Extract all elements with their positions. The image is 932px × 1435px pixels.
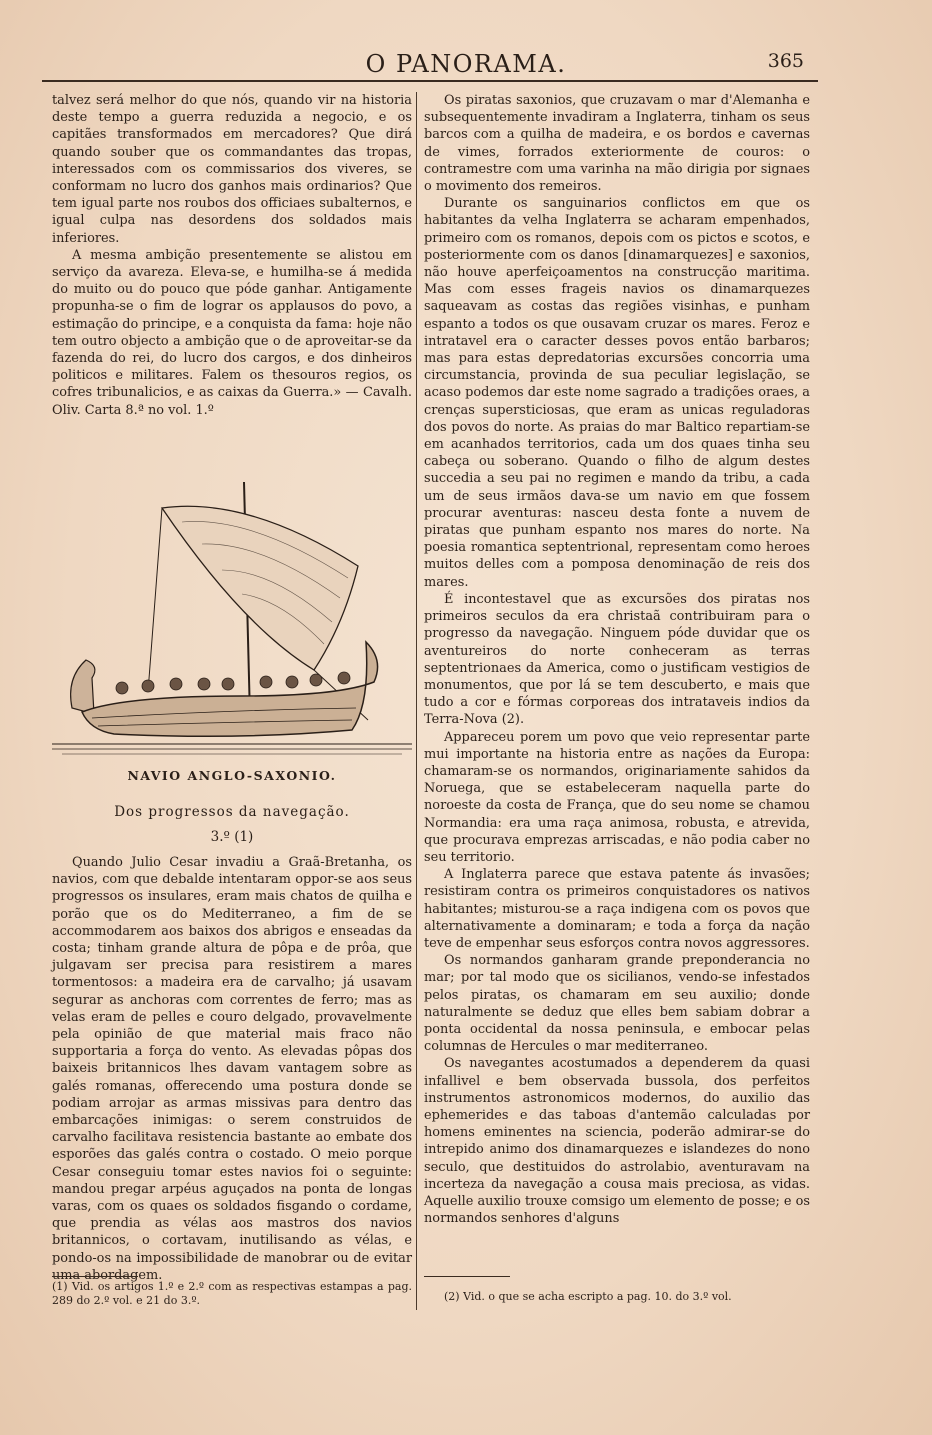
left-column xyxy=(52,92,412,1422)
section-subtitle: 3.º (1) xyxy=(210,829,254,845)
page-number: 365 xyxy=(767,50,804,72)
figure-caption: NAVIO ANGLO-SAXONIO. xyxy=(127,768,337,783)
left-footnote: (1) Vid. os artigos 1.º e 2.º com as respectivas estampas a pag. 289 do 2.º vol. e 21 do 3.º. xyxy=(52,1280,412,1307)
paragraph: Os piratas saxonios, que cruzavam o mar d'Alemanha e subsequentemente invadiram a Inglaterra, tinham os seus barcos com a quilha de madeira, e os bordos e cavernas de vimes, forrados exteriormente de couros: o contramestre com uma varinha na mão dirigia por signaes o movimento dos remeiros. xyxy=(424,93,810,195)
paragraph: É incontestavel que as excursões dos piratas nos primeiros seculos da era christaã contribuiram para o progresso da navegação. Ninguem póde duvidar que os aventureiros do norte conheceram as terras septentrionaes da America, como o justificam vestigios de monumentos, que por lá se tem descuberto, e mais que tudo a cor e fórmas corporeas dos intrataveis indios da Terra-Nova (2). xyxy=(424,591,810,728)
paragraph: Os navegantes acostumados a dependerem da quasi infallivel e bem observada bussola, dos perfeitos instrumentos astronomicos modernos, do auxilio das ephemerides e das taboas d'antemão calculadas por homens eminentes na sciencia, poderão admirar-se do intrepido animo dos dinamarquezes e islandezes do nono seculo, que destituidos do astrolabio, aventuravam na incerteza da navegação a cousa mais preciosa, as vidas. Aquelle auxilio trouxe comsigo um elemento de posse; e os normandos senhores d'alguns xyxy=(424,1056,810,1227)
right-footnote: (2) Vid. o que se acha escripto a pag. 10. do 3.º vol. xyxy=(444,1290,732,1303)
paragraph-julio-cesar: Quando Julio Cesar invadiu a Graã-Bretanha, os navios, com que debalde intentaram oppor-se aos seus progressos os insulares, eram mais chatos de quilha e porão que os do Mediterraneo, a fim de se accommodarem aos baixos dos abrigos e enseadas da costa; tinham grande altura de pôpa e de prôa, que julgavam ser precisa para resistirem a mares tormentosos: a madeira era de carvalho; já usavam segurar as anchoras com correntes de ferro; mas as velas eram de pelles e couro delgado, provavelmente pela opinião de que material mais fraco não supportaria a força do vento. As elevadas pôpas dos baixeis britannicos lhes davam vantagem sobre as galés romanas, offerecendo uma postura donde se podiam arrojar as armas missivas para dentro das embarcações inimigas: o serem construidos de carvalho facilitava resistencia bastante ao embate dos esporões das galés contra o costado. O meio porque Cesar conseguiu tomar estes navios foi o seguinte: mandou pregar arpéus aguçados na ponta de longas varas, com os quaes os soldados fisgando o cordame, que prendia as vélas aos mastros dos navios britannicos, o cortavam, inutilisando as vélas, e pondo-os na impossibilidade de manobrar ou de evitar uma abordagem. xyxy=(52,855,412,1283)
right-footnote-rule xyxy=(424,1276,510,1277)
column-divider xyxy=(416,92,417,1310)
paragraph: Durante os sanguinarios conflictos em que os habitantes da velha Inglaterra se acharam empenhados, primeiro com os romanos, depois com os pictos e scotos, e posteriormente com os danos [dinamarquezes] e saxonios, não houve aperfeiçoamentos na construcção maritima. Mas com esses frageis navios os dinamarquezes saqueavam as costas das regiões visinhas, e punham espanto a todos os que ousavam cruzar os mares. Feroz e intratavel era o caracter desses povos então barbaros; mas para estas depredatorias excursões concorria uma circumstancia, provinda de sua peculiar legislação, se acaso podemos dar este nome sagrado a tradições oraes, a crenças supersticiosas, que eram as unicas reguladoras dos povos do norte. As praias do mar Baltico repartiam-se em acanhados territorios, cada um dos quaes tinha seu cabeça ou soberano. Quando o filho de algum destes succedia a seu pai no regimen e mando da tribu, a cada um de seus irmãos dava-se um navio em que fossem procurar aventuras: nasceu desta fonte a nuvem de piratas que punham espanto nos mares do norte. Na poesia romantica septentrional, representam como heroes muitos delles com a pomposa denominação de reis dos mares. xyxy=(424,196,810,590)
paragraph-continuation: talvez será melhor do que nós, quando vir na historia deste tempo a guerra reduzida a negocio, e os capitães transformados em mercadores? Que dirá quando souber que os commandantes das tropas, interessados com os commissarios dos viveres, se conformam no lucro dos ganhos mais ordinarios? Que tem igual parte nos roubos dos officiaes subalternos, e igual culpa nas desordens dos soldados mais inferiores. xyxy=(52,93,412,246)
paragraph: Appareceu porem um povo que veio representar parte mui importante na historia entre as nações da Europa: chamaram-se os normandos, originariamente sahidos da Noruega, que se estabeleceram naquella parte do noroeste da costa de França, que do seu nome se chamou Normandia: era uma raça animosa, robusta, e atrevida, que procurava emprezas arriscadas, e não podia caber no seu territorio. xyxy=(424,729,810,865)
anglo-saxon-ship-illustration xyxy=(52,482,412,757)
paragraph: A Inglaterra parece que estava patente ás invasões; resistiram contra os primeiros conquistadores os nativos habitantes; misturou-se a raça indigena com os povos que alternativamente a dominaram; e toda a força da nação teve de empenhar seus esforços contra novos aggressores. xyxy=(424,867,810,951)
paragraph: Os normandos ganharam grande preponderancia no mar; por tal modo que os sicilianos, vendo-se infestados pelos piratas, os chamaram em seu auxilio; donde naturalmente se deduz que elles bem sabiam dobrar a ponta occidental da nossa peninsula, e embocar pelas columnas de Hercules o mar mediterraneo. xyxy=(424,953,810,1055)
left-footnote-rule xyxy=(52,1276,138,1277)
journal-title: O PANORAMA. xyxy=(365,50,567,78)
right-column xyxy=(424,92,810,1227)
page-header xyxy=(0,48,932,84)
paragraph-ambicao: A mesma ambição presentemente se alistou em serviço da avareza. Eleva-se, e humilha-se á medida do muito ou do pouco que póde ganhar. Antigamente propunha-se o fim de lograr os applausos do povo, a estimação do principe, e a conquista da fama: hoje não tem outro objecto a ambição que o de aproveitar-se da fazenda do rei, do lucro dos cargos, e dos dinheiros politicos e militares. Falem os thesouros regios, os cofres tribunalicios, e as caixas da Guerra.» — Cavalh. Oliv. Carta 8.ª no vol. 1.º xyxy=(52,247,413,418)
header-rule xyxy=(42,80,818,82)
section-title: Dos progressos da navegação. xyxy=(114,804,350,820)
